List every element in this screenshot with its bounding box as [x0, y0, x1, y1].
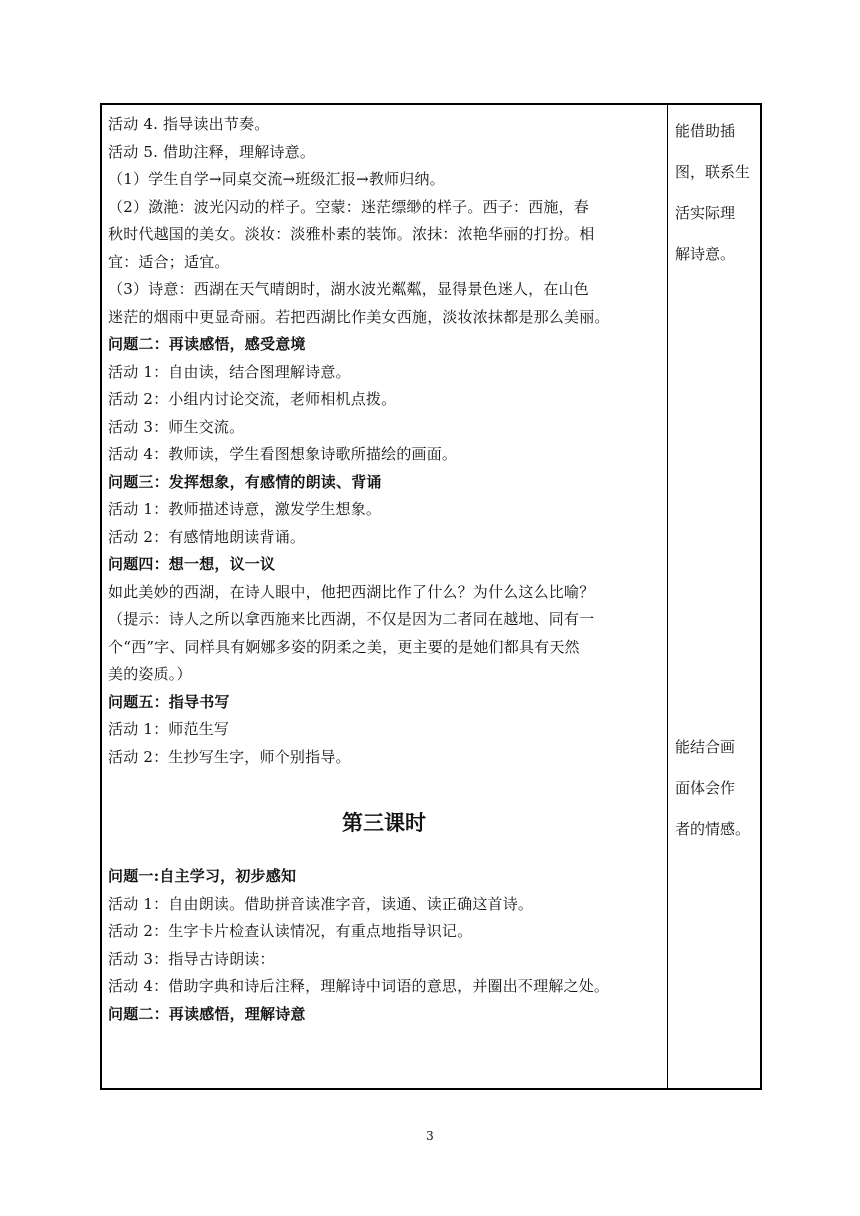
text-line: 活动 2：小组内讨论交流，老师相机点拨。 — [108, 390, 397, 408]
section-heading: 问题五：指导书写 — [108, 692, 230, 711]
section-heading: 问题三：发挥想象，有感情的朗读、背诵 — [108, 472, 382, 491]
text-line: 如此美妙的西湖，在诗人眼中，他把西湖比作了什么？为什么这么比喻？ — [108, 582, 595, 601]
text-line: 活动 2：生抄写生字，师个别指导。 — [108, 747, 351, 766]
note-line: 活实际理 — [675, 204, 736, 222]
section-heading: 问题四：想一想，议一议 — [108, 555, 276, 573]
teaching-process-cell — [108, 111, 660, 1028]
text-line: 美的姿质。） — [108, 665, 192, 683]
text-line: （3）诗意：西湖在天气晴朗时，湖水波光粼粼，显得景色迷人，在山色 — [108, 280, 589, 298]
lesson-plan-table — [100, 103, 762, 1090]
note-line: 面体会作 — [675, 779, 736, 797]
text-line: 活动 2：有感情地朗读背诵。 — [108, 527, 306, 546]
lesson-two-content — [108, 111, 660, 771]
lesson-three-content — [108, 863, 660, 1028]
text-line: （提示：诗人之所以拿西施来比西湖，不仅是因为二者同在越地、同有一 — [108, 610, 595, 628]
text-line: 活动 1：师范生写 — [108, 720, 230, 738]
note-line: 能借助插 — [675, 122, 736, 140]
text-line: 活动 1：自由朗读。借助拼音读准字音，读通、读正确这首诗。 — [108, 894, 534, 913]
column-divider — [667, 105, 668, 1088]
text-line: 活动 3：师生交流。 — [108, 417, 245, 436]
text-line: 秋时代越国的美女。淡妆：淡雅朴素的装饰。浓抹：浓艳华丽的打扮。相 — [108, 225, 595, 243]
note-line: 者的情感。 — [675, 820, 751, 838]
text-line: 活动 4：借助字典和诗后注释，理解诗中词语的意思，并圈出不理解之处。 — [108, 977, 610, 995]
note-line: 图，联系生 — [675, 163, 751, 181]
page-number: 3 — [426, 1129, 434, 1143]
text-line: 活动 4. 指导读出节奏。 — [108, 115, 270, 133]
note-line: 能结合画 — [675, 738, 736, 756]
section-heading: 问题一:自主学习，初步感知 — [108, 867, 297, 885]
text-line: （2）潋滟：波光闪动的样子。空蒙：迷茫缥缈的样子。西子：西施，春 — [108, 197, 589, 216]
text-line: 宜：适合；适宜。 — [108, 252, 230, 271]
design-note-2 — [675, 727, 750, 850]
text-line: （1）学生自学→同桌交流→班级汇报→教师归纳。 — [108, 170, 445, 188]
text-line: 迷茫的烟雨中更显奇丽。若把西湖比作美女西施，淡妆浓抹都是那么美丽。 — [108, 307, 610, 326]
text-line: 个“西”字、同样具有婀娜多姿的阴柔之美，更主要的是她们都具有天然 — [108, 637, 580, 656]
text-line: 活动 2：生字卡片检查认读情况，有重点地指导识记。 — [108, 922, 473, 940]
text-line: 活动 5. 借助注释，理解诗意。 — [108, 142, 316, 161]
lesson-title: 第三课时 — [342, 811, 426, 835]
text-line: 活动 1：自由读，结合图理解诗意。 — [108, 362, 351, 381]
text-line: 活动 4：教师读，学生看图想象诗歌所描绘的画面。 — [108, 445, 458, 463]
design-intent-cell — [675, 111, 759, 1086]
text-line: 活动 1：教师描述诗意，激发学生想象。 — [108, 500, 382, 518]
note-line: 解诗意。 — [675, 245, 736, 263]
design-note-1 — [675, 111, 759, 275]
text-line: 活动 3：指导古诗朗读： — [108, 949, 275, 968]
section-heading: 问题二：再读感悟，感受意境 — [108, 335, 306, 353]
section-heading: 问题二：再读感悟，理解诗意 — [108, 1004, 306, 1023]
